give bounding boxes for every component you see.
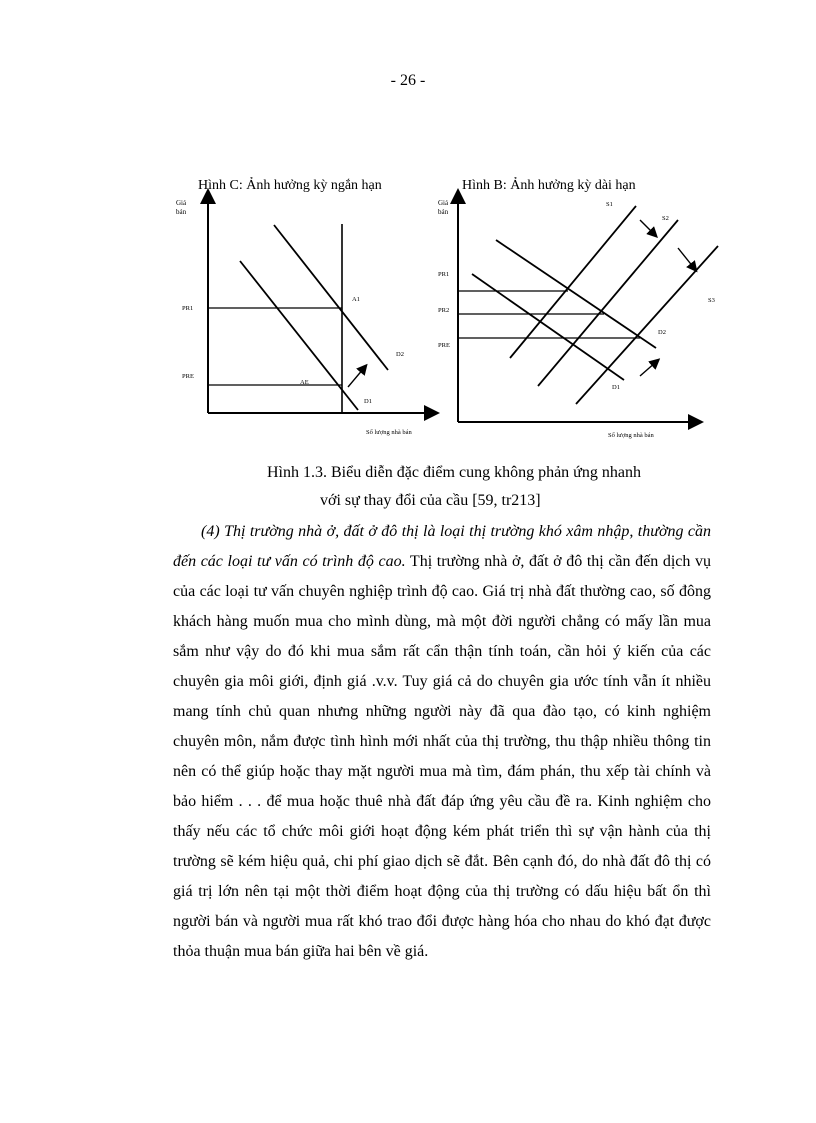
figure-caption-line-2: với sự thay đổi của cầu [59, tr213] xyxy=(320,492,541,509)
body-paragraph xyxy=(173,517,711,967)
label-d1: D1 xyxy=(364,398,372,405)
label-ae: AE xyxy=(300,379,309,386)
label-d1: D1 xyxy=(612,384,620,391)
shift-arrow-s1-icon xyxy=(640,220,654,234)
y-axis-label-2: bán xyxy=(176,208,187,216)
label-d2: D2 xyxy=(658,329,666,336)
x-axis-label: Số lượng nhà bán xyxy=(608,432,654,439)
supply-s3-line xyxy=(576,246,718,404)
figure-b-diagram xyxy=(430,190,730,440)
y-axis-label-1: Giá xyxy=(438,199,449,207)
label-pre: PRE xyxy=(438,342,450,349)
y-axis-label-1: Giá xyxy=(176,199,187,207)
label-d2: D2 xyxy=(396,351,404,358)
shift-arrow-icon xyxy=(348,368,364,387)
y-axis-label-2: bán xyxy=(438,208,449,216)
figure-b-title: Hình B: Ảnh hưởng kỳ dài hạn xyxy=(462,178,636,193)
label-pr2: PR2 xyxy=(438,307,450,314)
label-pre: PRE xyxy=(182,373,194,380)
figure-c-title: Hình C: Ảnh hưởng kỳ ngắn hạn xyxy=(198,178,382,193)
label-s2: S2 xyxy=(662,215,669,222)
figure-caption-line-1: Hình 1.3. Biểu diễn đặc điểm cung không phản ứng nhanh xyxy=(267,464,641,481)
label-s3: S3 xyxy=(708,297,715,304)
supply-s1-line xyxy=(510,206,636,358)
shift-arrow-d-icon xyxy=(640,362,656,376)
paragraph-body: Thị trường nhà ở, đất ở đô thị cần đến dịch vụ của các loại tư vấn chuyên nghiệp trình độ cao. Giá trị nhà đất thường cao, số đông khách hàng muốn mua cho mình dùng, mà một đời người chẳng có mấy lần mua sắm như vậy do đó khi mua sắm rất cẩn thận tính toán, cần hỏi ý kiến của các chuyên gia môi giới, định giá .v.v. Tuy giá cả do chuyên gia ước tính vẫn ít nhiều mang tính chủ quan nhưng những người này đã qua đào tạo, có kinh nghiệm chuyên môn, nắm được tình hình mới nhất của thị trường, thu thập nhiều thông tin nên có thể giúp hoặc thay mặt người mua mà tìm, đám phán, thu xếp tài chính và bảo hiểm . . . để mua hoặc thuê nhà đất đáp ứng yêu cầu đề ra. Kinh nghiệm cho thấy nếu các tổ chức môi giới hoạt động kém phát triển thì sự vận hành của thị trường sẽ kém hiệu quả, chi phí giao dịch sẽ đắt. Bên cạnh đó, do nhà đất đô thị có giá trị lớn nên tại một thời điểm hoạt động của thị trường có dấu hiệu bất ổn thì người bán và người mua rất khó trao đổi được hàng hóa cho nhau do khó đạt được thỏa thuận mua bán giữa hai bên về giá. xyxy=(173,553,711,960)
page-number: - 26 - xyxy=(390,72,426,89)
demand-d1-line xyxy=(472,274,624,380)
supply-s2-line xyxy=(538,220,678,386)
demand-d2-line xyxy=(274,225,388,370)
figure-c-diagram xyxy=(160,190,450,440)
shift-arrow-s2-icon xyxy=(678,248,694,268)
demand-d2-line xyxy=(496,240,656,348)
demand-d1-line xyxy=(240,261,358,410)
label-s1: S1 xyxy=(606,201,613,208)
label-pr1: PR1 xyxy=(182,305,194,312)
label-a1: A1 xyxy=(352,296,360,303)
paragraph-lead: (4) Thị trường nhà ở, đất ở đô thị là loại thị trường khó xâm nhập, thường cần đến các loại tư vấn có trình độ cao. xyxy=(173,523,711,570)
label-pr1: PR1 xyxy=(438,271,450,278)
x-axis-label: Số lượng nhà bán xyxy=(366,429,412,436)
